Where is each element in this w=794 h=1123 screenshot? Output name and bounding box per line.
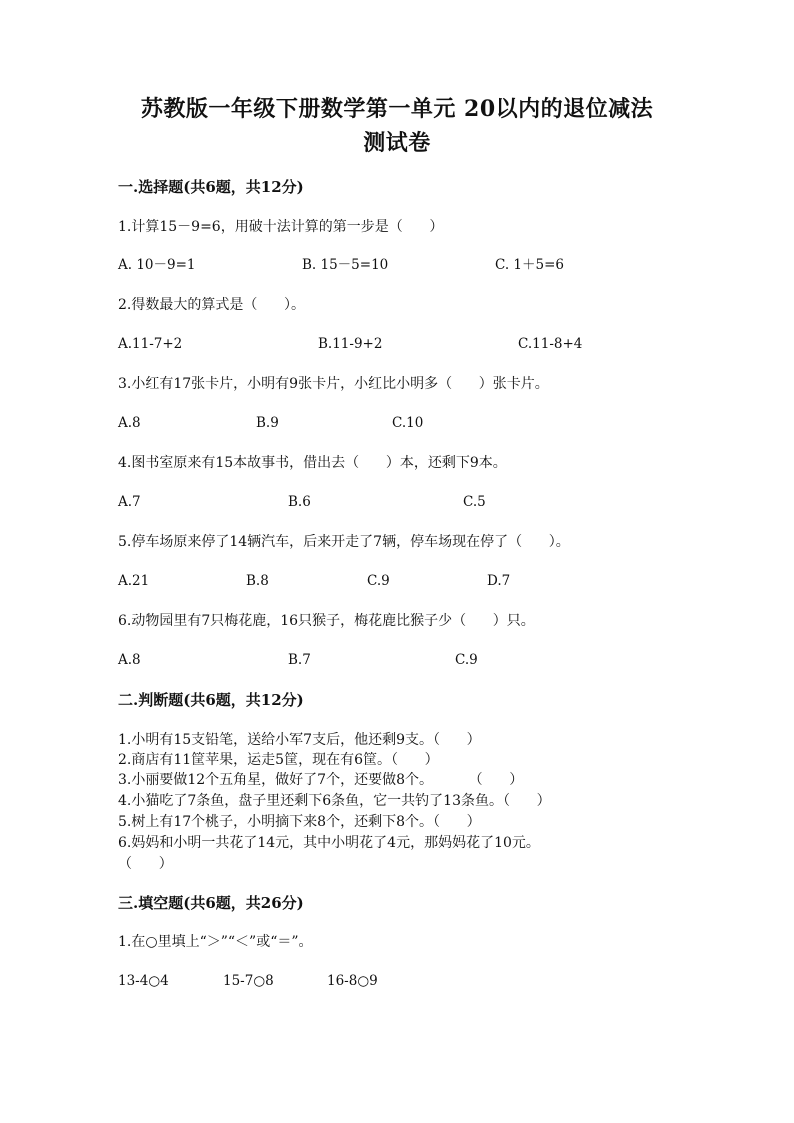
judgment-item-6: 6.妈妈和小明一共花了14元，其中小明花了4元，那妈妈花了10元。 xyxy=(118,835,540,851)
option-1a: A. 10－9=1 xyxy=(118,257,196,273)
question-3: 3.小红有17张卡片，小明有9张卡片，小红比小明多（ ）张卡片。 xyxy=(118,376,549,392)
option-6a: A.8 xyxy=(118,652,141,668)
judgment-item-4: 4.小猫吃了7条鱼，盘子里还剩下6条鱼，它一共钓了13条鱼。（ ） xyxy=(118,793,551,809)
option-2b: B.11-9+2 xyxy=(318,336,383,352)
section-heading-choice: 一.选择题(共6题，共12分) xyxy=(118,178,304,196)
option-5d: D.7 xyxy=(487,573,511,589)
judgment-item-2: 2.商店有11筐苹果，运走5筐，现在有6筐。（ ） xyxy=(118,752,439,768)
option-5a: A.21 xyxy=(118,573,150,589)
option-2a: A.11-7+2 xyxy=(118,336,183,352)
question-5: 5.停车场原来停了14辆汽车，后来开走了7辆，停车场现在停了（ ）。 xyxy=(118,534,570,550)
page-title: 苏教版一年级下册数学第一单元 20以内的退位减法 xyxy=(140,96,654,122)
option-4c: C.5 xyxy=(463,494,486,510)
option-2c: C.11-8+4 xyxy=(518,336,583,352)
section-heading-judgment: 二.判断题(共6题，共12分) xyxy=(118,691,304,709)
question-4: 4.图书室原来有15本故事书，借出去（ ）本，还剩下9本。 xyxy=(118,455,507,471)
fill-expr-2: 15-7○8 xyxy=(223,973,274,989)
judgment-item-3: 3.小丽要做12个五角星，做好了7个，还要做8个。 （ ） xyxy=(118,772,524,788)
question-1: 1.计算15－9=6，用破十法计算的第一步是（ ） xyxy=(118,219,444,235)
option-3a: A.8 xyxy=(118,415,141,431)
option-3c: C.10 xyxy=(392,415,424,431)
option-4a: A.7 xyxy=(118,494,141,510)
fill-expr-1: 13-4○4 xyxy=(118,973,169,989)
fill-question-1: 1.在○里填上“＞”“＜”或“＝”。 xyxy=(118,934,313,950)
option-6c: C.9 xyxy=(455,652,478,668)
question-6: 6.动物园里有7只梅花鹿，16只猴子，梅花鹿比猴子少（ ）只。 xyxy=(118,613,535,629)
option-4b: B.6 xyxy=(288,494,311,510)
question-2: 2.得数最大的算式是（ ）。 xyxy=(118,297,306,313)
judgment-item-5: 5.树上有17个桃子，小明摘下来8个，还剩下8个。（ ） xyxy=(118,814,481,830)
option-1c: C. 1＋5=6 xyxy=(495,257,565,273)
option-3b: B.9 xyxy=(256,415,279,431)
section-heading-fill: 三.填空题(共6题，共26分) xyxy=(118,894,304,912)
option-6b: B.7 xyxy=(288,652,311,668)
option-5c: C.9 xyxy=(367,573,390,589)
fill-expr-3: 16-8○9 xyxy=(327,973,378,989)
option-5b: B.8 xyxy=(246,573,269,589)
judgment-item-6-blank: （ ） xyxy=(118,856,173,872)
option-1b: B. 15－5=10 xyxy=(302,257,389,273)
judgment-item-1: 1.小明有15支铅笔，送给小军7支后，他还剩9支。（ ） xyxy=(118,732,481,748)
page-title-line2: 测试卷 xyxy=(363,130,431,156)
